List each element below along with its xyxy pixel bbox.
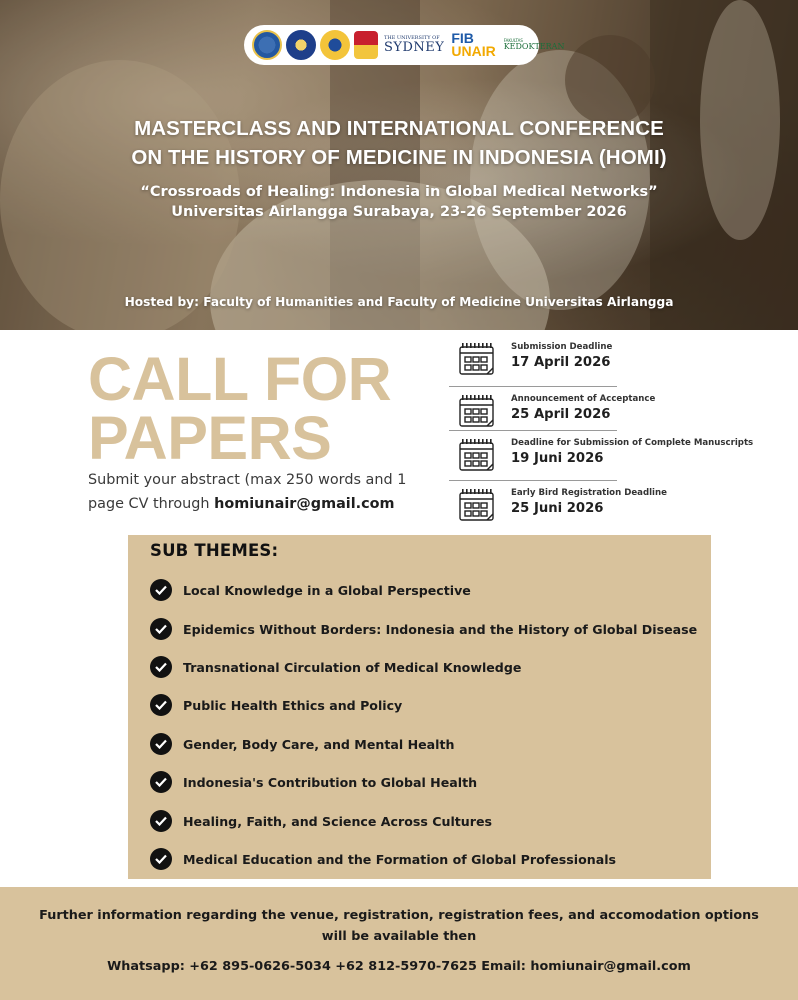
theme-item — [150, 770, 477, 794]
deadline-date: 25 April 2026 — [511, 407, 611, 422]
contact-details: Whatsapp: +62 895-0626-5034 +62 812-5970-7625 Email: homiunair@gmail.com — [107, 959, 691, 974]
partner-logos-bar — [244, 25, 565, 65]
deadline-divider — [449, 430, 617, 431]
deadline-date: 17 April 2026 — [511, 355, 611, 370]
further-information-text — [0, 905, 798, 947]
university-of-sydney-logo — [384, 36, 444, 54]
theme-item — [150, 693, 402, 717]
theme-text: Epidemics Without Borders: Indonesia and the History of Global Disease — [183, 621, 698, 637]
checkmark-icon — [150, 733, 172, 755]
deadline-early-bird — [458, 488, 778, 528]
theme-text: Local Knowledge in a Global Perspective — [183, 582, 471, 598]
deadline-label: Deadline for Submission of Complete Manuscripts — [511, 438, 754, 448]
checkmark-icon — [150, 848, 172, 870]
kemendikbud-logo — [252, 30, 282, 60]
hero-banner — [0, 0, 798, 330]
deadline-label: Announcement of Acceptance — [511, 394, 656, 404]
theme-item — [150, 655, 521, 679]
deadline-divider — [449, 480, 617, 481]
unair-text: UNAIR — [451, 43, 496, 59]
theme-item — [150, 617, 697, 641]
calendar-icon — [458, 488, 496, 522]
subtitle-line-1: “Crossroads of Healing: Indonesia in Global Medical Networks” — [140, 184, 658, 200]
sub-themes-heading: SUB THEMES: — [150, 541, 279, 560]
theme-text: Transnational Circulation of Medical Knowledge — [183, 659, 522, 675]
hosted-by-text: Hosted by: Faculty of Humanities and Faculty of Medicine Universitas Airlangga — [124, 295, 674, 309]
deadline-manuscripts — [458, 438, 778, 478]
sydney-small-text: THE UNIVERSITY OF — [384, 35, 440, 41]
theme-text: Healing, Faith, and Science Across Cultures — [183, 813, 493, 829]
theme-text: Medical Education and the Formation of Global Professionals — [183, 851, 617, 867]
checkmark-icon — [150, 810, 172, 832]
info-line-1: Further information regarding the venue, registration, registration fees, and accomodation options — [39, 908, 759, 923]
calendar-icon — [458, 438, 496, 472]
theme-item — [150, 847, 616, 871]
conference-title — [0, 114, 798, 172]
theme-text: Public Health Ethics and Policy — [183, 697, 403, 713]
deadline-date: 19 Juni 2026 — [511, 451, 604, 466]
theme-item — [150, 809, 492, 833]
checkmark-icon — [150, 579, 172, 601]
fib-text: FIB — [451, 29, 474, 46]
checkmark-icon — [150, 618, 172, 640]
fk-small-text: FAKULTAS — [503, 38, 523, 43]
deadline-submission — [458, 342, 778, 382]
theme-text: Gender, Body Care, and Mental Health — [183, 736, 455, 752]
checkmark-icon — [150, 771, 172, 793]
deadline-date: 25 Juni 2026 — [511, 501, 604, 516]
submission-email[interactable]: homiunair@gmail.com — [214, 496, 395, 512]
title-line-1: MASTERCLASS AND INTERNATIONAL CONFERENCE — [134, 117, 664, 140]
submission-instructions — [88, 468, 433, 516]
fk-big-text: KEDOKTERAN — [503, 42, 565, 51]
cfp-line-2: PAPERS — [88, 404, 332, 472]
sub-themes-panel — [128, 535, 711, 879]
info-line-2: will be available then — [321, 929, 477, 944]
deadline-label: Submission Deadline — [511, 342, 613, 352]
checkmark-icon — [150, 694, 172, 716]
fib-unair-logo — [451, 29, 496, 59]
deadline-acceptance — [458, 394, 778, 434]
faculty-seal-logo — [320, 30, 350, 60]
title-line-2: ON THE HISTORY OF MEDICINE IN INDONESIA (HOMI) — [131, 146, 667, 169]
checkmark-icon — [150, 656, 172, 678]
sydney-big-text: SYDNEY — [384, 40, 445, 55]
footer-info-bar — [0, 887, 798, 1000]
submit-text: Submit your abstract (max 250 words and 1 page CV through — [88, 472, 407, 512]
theme-text: Indonesia's Contribution to Global Health — [183, 774, 478, 790]
subtitle-line-2: Universitas Airlangga Surabaya, 23-26 September 2026 — [171, 204, 627, 220]
calendar-icon — [458, 394, 496, 428]
fakultas-kedokteran-logo — [504, 39, 565, 51]
theme-item — [150, 578, 471, 602]
call-for-papers-heading — [88, 345, 428, 472]
theme-item — [150, 732, 454, 756]
unair-emblem-logo — [354, 31, 378, 59]
conference-subtitle — [0, 182, 798, 222]
cfp-line-1: CALL FOR — [88, 345, 392, 413]
deadline-divider — [449, 386, 617, 387]
calendar-icon — [458, 342, 496, 376]
unair-seal-logo — [286, 30, 316, 60]
deadline-label: Early Bird Registration Deadline — [511, 488, 667, 498]
